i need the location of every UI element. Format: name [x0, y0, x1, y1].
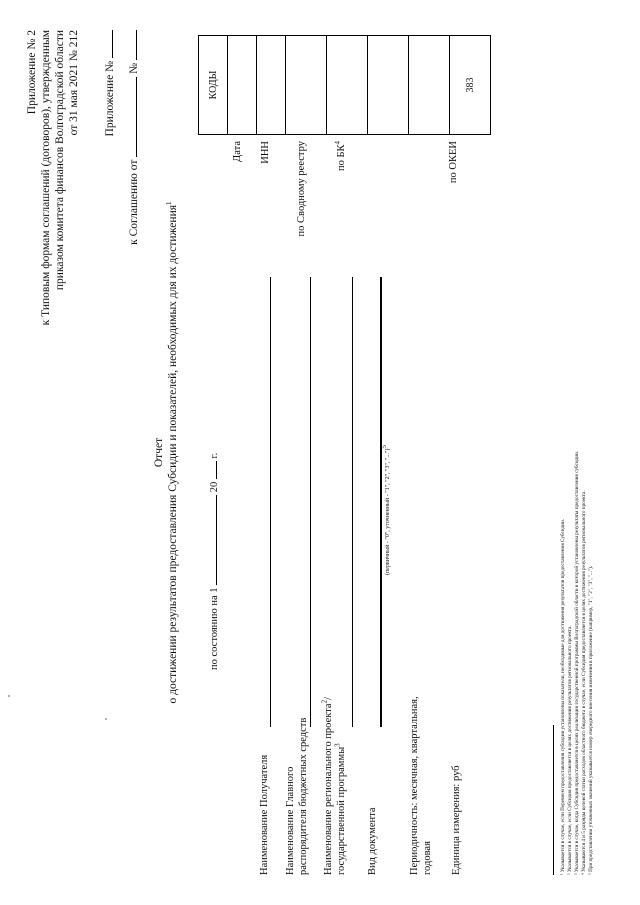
regional-project-input-line[interactable] [352, 277, 353, 727]
footnote-2: ² Указывается в случае, если Субсидия предоставляется в целях достижения результатов регионального проекта. [567, 625, 573, 875]
unit-label: Единица измерения: руб [451, 765, 462, 875]
doc-type-code-cell[interactable] [368, 36, 409, 135]
header-line-2: приказом комитета финансов Волгоградской области [54, 30, 66, 291]
title-line-2: о достижении результатов предоставления Субсидии и показателей, необходимых для их достижения$^1$ [165, 201, 179, 704]
doc-type-input-line[interactable] [380, 277, 382, 727]
period-code-cell[interactable] [409, 36, 450, 135]
as-of-date: по состоянию на 1 20 г. [209, 452, 220, 670]
recipient-label: Наименование Получателя [259, 754, 270, 875]
footnote-4: ⁴ Указываются 4 и 5 разряды целевой статьи расходов областного бюджета в случае, если Субсидия предоставляется в целях достижения результатов регионального проекта. [581, 490, 587, 875]
regional-project-label: Наименование регионального проекта$^2$/ государственной программы$^3$ [320, 697, 347, 875]
scan-speck [105, 718, 107, 720]
scan-speck [8, 695, 10, 697]
doc-type-label: Вид документа [367, 807, 378, 875]
periodicity-label: Периодичность: месячная, квартальная, годовая [409, 696, 433, 875]
footnote-3: ³ Указывается в случае, когда Субсидия предоставляется в целях реализации государственной программы Волгоградской области в которой установлены результаты предоставления субсидии. [574, 450, 580, 875]
svodny-label: по Сводному реестру [296, 141, 307, 237]
title-line-1: Отчет [153, 437, 165, 468]
codes-header: КОДЫ [199, 36, 228, 135]
agreement-ref: к Соглашению от № [127, 30, 141, 325]
bk-code-cell[interactable] [327, 36, 368, 135]
inn-code-cell[interactable] [257, 36, 286, 135]
footnote-1: ¹ Указывается в случае, если Перечнем предоставления субсидии установлены показатели, необходимые для достижения результатов предоставления Субсидии. [560, 518, 566, 875]
okei-code-cell: 383 [450, 36, 491, 135]
svodny-code-cell[interactable] [286, 36, 327, 135]
inn-label: ИНН [260, 141, 271, 164]
main-manager-label: Наименование Главного распорядителя бюджетных средств [285, 717, 309, 875]
appendix-number: Приложение № [103, 30, 117, 325]
appendix-title: Приложение № 2 [26, 30, 38, 115]
header-block [25, 30, 141, 325]
main-manager-input-line[interactable] [310, 277, 311, 727]
doc-type-hint: (первичный - "0", уточненный - "1", "2", "3", "...")$^5$ [380, 445, 391, 575]
codes-table [198, 35, 491, 135]
okei-label: по ОКЕИ [448, 141, 459, 184]
date-code-cell[interactable] [228, 36, 257, 135]
footnote-divider [553, 725, 554, 875]
report-title [152, 0, 180, 905]
footnotes [560, 451, 595, 875]
date-label: Дата [232, 141, 243, 162]
recipient-input-line[interactable] [270, 277, 271, 727]
footnote-5: ⁵ При представлении уточненных значений указывается номер очередного внесения изменения в приложение (например, "1", "2", "3", "..."). [588, 565, 594, 875]
header-line-3: от 31 мая 2021 № 212 [68, 30, 80, 136]
bk-label: по $БК^4$ [333, 141, 347, 172]
header-line-1: к Типовым формам соглашений (договоров), утвержденным [40, 30, 52, 326]
